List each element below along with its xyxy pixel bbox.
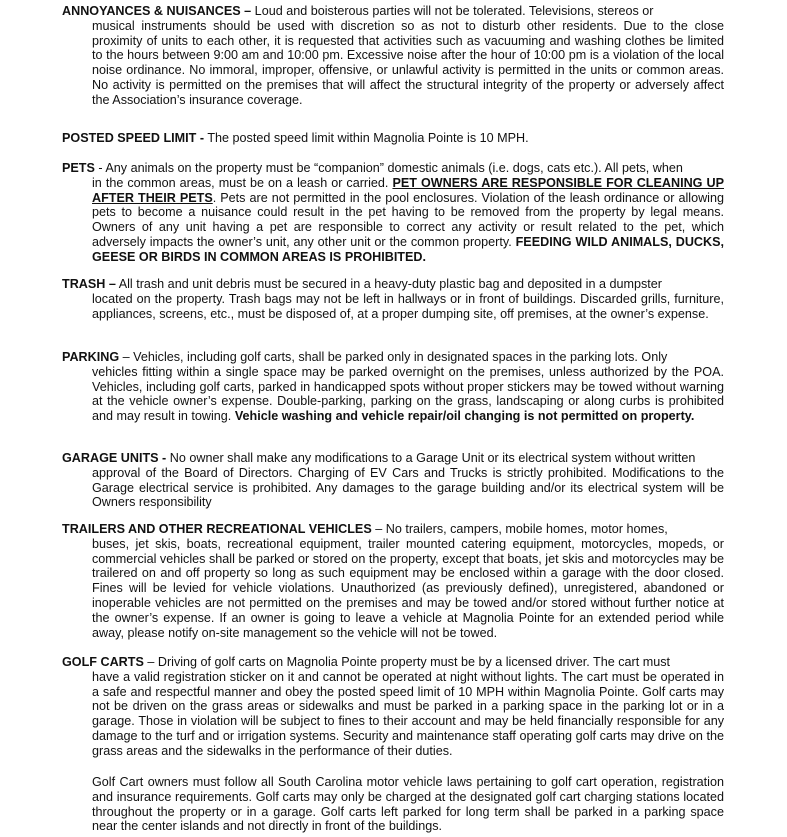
section-body (62, 365, 724, 424)
section-parking (62, 350, 724, 424)
section-heading: POSTED SPEED LIMIT - (62, 131, 205, 145)
wild-animals-notice: FEEDING WILD ANIMALS, DUCKS, GEESE OR BIRDS IN COMMON AREAS IS PROHIBITED. (92, 234, 725, 264)
section-golf-carts (62, 655, 724, 759)
section-pets (62, 161, 724, 265)
section-body: approval of the Board of Directors. Charging of EV Cars and Trucks is strictly prohibited. Modifications to the Garage electrical service is prohibited. Any damages to the garage building and/or its electrical system will be Owners responsibility (92, 465, 724, 510)
section-first-line (62, 451, 724, 466)
section-annoyances (62, 4, 724, 108)
section-body-text: . Pets are not permitted in the pool enclosures. Violation of the leash ordinance or allowing pets to become a nuisance could result in the pet having to be removed from the property by legal means. Owners of any unit having a pet are responsible to correct any activity or result related to the pet, which adversely impacts the owner’s unit, any other unit or the common property. (92, 190, 724, 249)
section-body: musical instruments should be used with discretion so as not to disturb other residents. Due to the close proximity of units to each other, it is requested that activities such as vacuuming and washing clothes be limited to the hours between 9:00 am and 10:00 pm. Excessive noise after the hour of 10:00 pm is a violation of the local noise ordinance. No immoral, improper, offensive, or unlawful activity is permitted in the units or common areas. No activity is permitted on the premises that will affect the structural integrity of the property or adversely affect the Association’s insurance coverage. (92, 18, 724, 107)
section-heading: TRASH – (62, 277, 116, 291)
section-trailers (62, 522, 724, 640)
section-first-line (62, 161, 724, 176)
section-first-line (62, 277, 724, 292)
section-garage-units (62, 451, 724, 510)
vehicle-washing-notice: Vehicle washing and vehicle repair/oil changing is not permitted on property. (234, 409, 695, 424)
section-body: located on the property. Trash bags may not be left in hallways or in front of buildings. Discarded grills, furniture, appliances, screens, etc., must be disposed of, at a proper dumping site, off premises, at the owner’s expense. (92, 291, 724, 321)
section-first-line (62, 350, 724, 365)
section-intro: The posted speed limit within Magnolia Pointe is 10 MPH. (204, 131, 529, 145)
section-body (62, 176, 724, 265)
section-intro: All trash and unit debris must be secured in a heavy-duty plastic bag and deposited in a dumpster (115, 277, 662, 291)
section-body: buses, jet skis, boats, recreational equipment, trailer mounted catering equipment, motorcycles, mopeds, or commercial vehicles shall be parked or stored on the property, except that boats, jet skis and motorcycles may be trailered on and off property so long as such equipment may be enclosed within a garage with the door closed. Fines will be levied for vehicle violations. Unauthorized (as previously defined), unregistered, abandoned or inoperable vehicles are not permitted on the premises and may be towed and/or stored without further notice at the owner’s expense. If an owner is going to leave a vehicle at Magnolia Pointe for an extended period while away, please notify on-site management so the vehicle will not be towed. (92, 536, 724, 640)
section-intro: – Driving of golf carts on Magnolia Pointe property must be by a licensed driver. The cart must (143, 655, 671, 669)
section-intro: - Any animals on the property must be “companion” domestic animals (i.e. dogs, cats etc.). All pets, when (94, 161, 683, 175)
section-first-line (62, 4, 724, 19)
section-body-text: vehicles fitting within a single space may be parked overnight on the premises, unless authorized by the POA. Vehicles, including golf carts, parked in handicapped spots without proper stickers may be towed without warning at the vehicle owner’s expense. Double-parking, parking on the grass, landscaping or along curbs is prohibited and may result in towing. (92, 364, 724, 424)
section-heading: PETS (62, 161, 95, 175)
section-body-text: in the common areas, must be on a leash or carried. (92, 175, 393, 190)
pet-owners-notice: PET OWNERS ARE RESPONSIBLE FOR CLEANING UP AFTER THEIR PETS (92, 175, 724, 205)
section-intro: – Vehicles, including golf carts, shall be parked only in designated spaces in the parking lots. Only (119, 350, 668, 364)
section-heading: TRAILERS AND OTHER RECREATIONAL VEHICLES (62, 522, 372, 536)
section-trash (62, 277, 724, 321)
section-heading: ANNOYANCES & NUISANCES – (62, 4, 252, 18)
section-heading: GOLF CARTS (62, 655, 144, 669)
section-heading: GARAGE UNITS - (62, 451, 167, 465)
section-intro: Loud and boisterous parties will not be tolerated. Televisions, stereos or (251, 4, 654, 18)
section-intro: No owner shall make any modifications to a Garage Unit or its electrical system without written (166, 451, 696, 465)
section-first-line (62, 522, 724, 537)
section-intro: – No trailers, campers, mobile homes, motor homes, (371, 522, 668, 536)
section-first-line (62, 655, 724, 670)
section-heading: PARKING (62, 350, 120, 364)
section-body: have a valid registration sticker on it and cannot be operated at night without lights. The cart must be operated in a safe and respectful manner and obey the posted speed limit of 10 MPH within Magnolia Pointe. Golf carts may not be driven on the grass areas or sidewalks and must be parked in a parking space in the parking lot or in a garage. Those in violation will be subject to fines to their account and may be held financially responsible for any damage to the turf and or irrigation systems. Security and maintenance staff operating golf carts may drive on the grass areas and the sidewalks in the performance of their duties. (92, 669, 724, 758)
section-speed-limit (62, 131, 724, 146)
golf-cart-owners-paragraph: Golf Cart owners must follow all South Carolina motor vehicle laws pertaining to golf cart operation, registration and insurance requirements. Golf carts may only be charged at the designated golf cart charging stations located throughout the property or in a garage. Golf carts left parked for long term shall be parked in a parking space near the center islands and not directly in front of the buildings. (92, 775, 724, 834)
